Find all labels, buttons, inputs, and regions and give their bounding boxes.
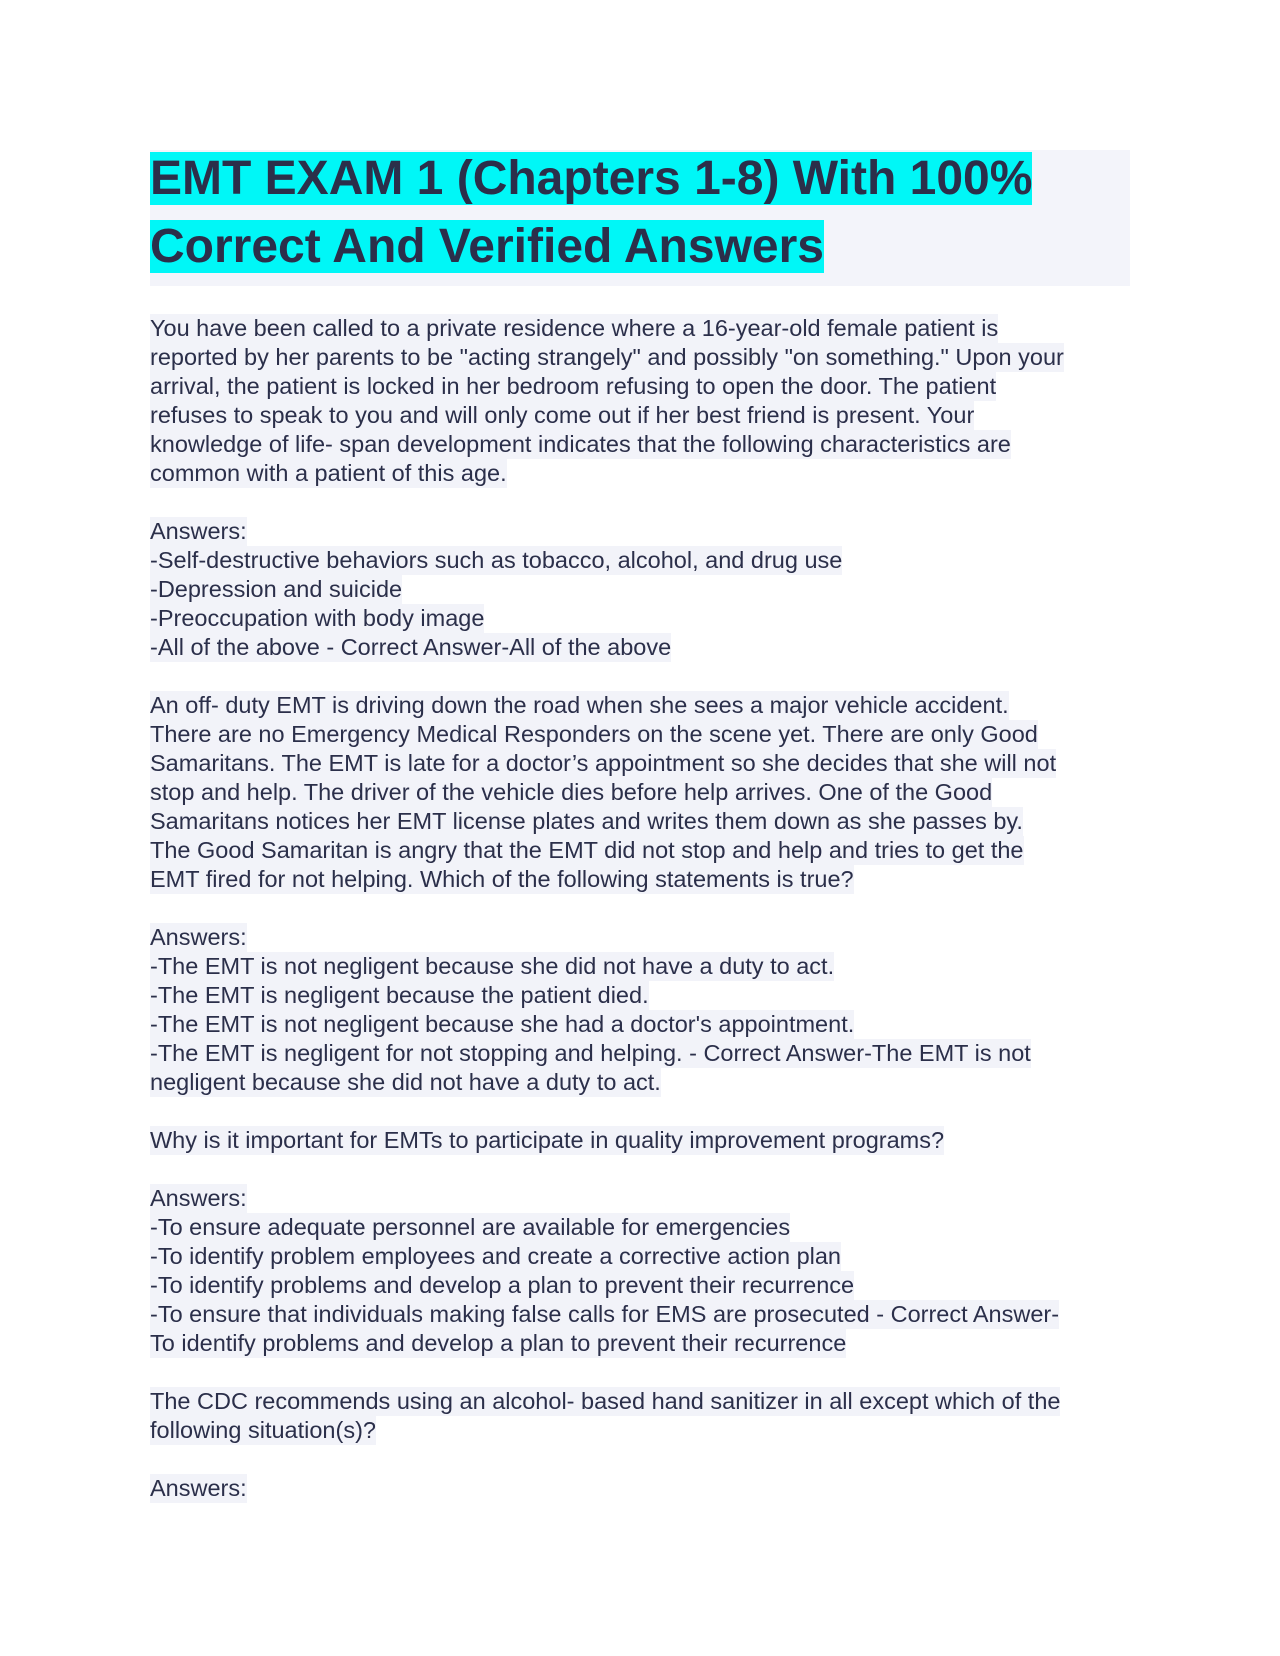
question-stem-line: EMT fired for not helping. Which of the following statements is true? <box>150 866 854 892</box>
answer-line: -Preoccupation with body image <box>150 605 485 631</box>
title-line-2: Correct And Verified Answers <box>150 220 824 273</box>
paragraph-spacer <box>150 894 1130 923</box>
answers-section <box>150 517 1130 662</box>
question-stem-line: following situation(s)? <box>150 1417 376 1443</box>
question-stem <box>150 1387 1130 1445</box>
title-line-1: EMT EXAM 1 (Chapters 1-8) With 100% <box>150 152 1033 205</box>
answer-line: negligent because she did not have a duty to act. <box>150 1069 661 1095</box>
answer-line: -To identify problem employees and create a corrective action plan <box>150 1243 842 1269</box>
answer-line: -The EMT is not negligent because she had a doctor's appointment. <box>150 1011 855 1037</box>
answers-label: Answers: <box>150 924 247 950</box>
answer-line: -The EMT is negligent for not stopping and helping. - Correct Answer-The EMT is not <box>150 1040 1031 1066</box>
question-block <box>150 1387 1130 1503</box>
question-list <box>150 314 1130 1503</box>
answers-label: Answers: <box>150 1475 247 1501</box>
question-stem-line: knowledge of life- span development indicates that the following characteristics are <box>150 431 1011 457</box>
question-stem-line: Samaritans. The EMT is late for a doctor’s appointment so she decides that she will not <box>150 750 1057 776</box>
question-stem <box>150 1126 1130 1155</box>
question-stem-line: stop and help. The driver of the vehicle dies before help arrives. One of the Good <box>150 779 993 805</box>
paragraph-spacer <box>150 1097 1130 1126</box>
document-page <box>150 150 1130 1503</box>
paragraph-spacer <box>150 1445 1130 1474</box>
answer-line: -Depression and suicide <box>150 576 403 602</box>
question-block <box>150 691 1130 1126</box>
question-stem-line: reported by her parents to be "acting strangely" and possibly "on something." Upon your <box>150 344 1064 370</box>
paragraph-spacer <box>150 488 1130 517</box>
paragraph-spacer <box>150 1358 1130 1387</box>
answer-line: To identify problems and develop a plan to prevent their recurrence <box>150 1330 847 1356</box>
question-stem-line: An off- duty EMT is driving down the road when she sees a major vehicle accident. <box>150 692 1009 718</box>
question-stem <box>150 691 1130 894</box>
answers-section <box>150 1474 1130 1503</box>
question-stem-line: arrival, the patient is locked in her bedroom refusing to open the door. The patient <box>150 373 997 399</box>
question-stem-line: Samaritans notices her EMT license plates and writes them down as she passes by. <box>150 808 1023 834</box>
answers-label: Answers: <box>150 1185 247 1211</box>
question-stem-line: You have been called to a private residence where a 16-year-old female patient is <box>150 315 999 341</box>
answer-line: -The EMT is not negligent because she did not have a duty to act. <box>150 953 835 979</box>
answer-line: -To ensure that individuals making false calls for EMS are prosecuted - Correct Answer- <box>150 1301 1060 1327</box>
paragraph-spacer <box>150 662 1130 691</box>
answer-line: -All of the above - Correct Answer-All of the above <box>150 634 672 660</box>
question-stem <box>150 314 1130 488</box>
answer-line: -The EMT is negligent because the patient died. <box>150 982 649 1008</box>
question-stem-line: common with a patient of this age. <box>150 460 507 486</box>
paragraph-spacer <box>150 1155 1130 1184</box>
document-title <box>150 150 1130 286</box>
answers-label: Answers: <box>150 518 247 544</box>
answer-line: -To identify problems and develop a plan to prevent their recurrence <box>150 1272 855 1298</box>
answers-section <box>150 1184 1130 1358</box>
question-stem-line: Why is it important for EMTs to participate in quality improvement programs? <box>150 1127 945 1153</box>
answer-line: -To ensure adequate personnel are available for emergencies <box>150 1214 791 1240</box>
question-stem-line: refuses to speak to you and will only come out if her best friend is present. Your <box>150 402 975 428</box>
answers-section <box>150 923 1130 1097</box>
answer-line: -Self-destructive behaviors such as tobacco, alcohol, and drug use <box>150 547 843 573</box>
question-stem-line: The CDC recommends using an alcohol- based hand sanitizer in all except which of the <box>150 1388 1061 1414</box>
question-stem-line: There are no Emergency Medical Responders on the scene yet. There are only Good <box>150 721 1038 747</box>
question-block <box>150 1126 1130 1387</box>
question-block <box>150 314 1130 691</box>
question-stem-line: The Good Samaritan is angry that the EMT did not stop and help and tries to get the <box>150 837 1024 863</box>
